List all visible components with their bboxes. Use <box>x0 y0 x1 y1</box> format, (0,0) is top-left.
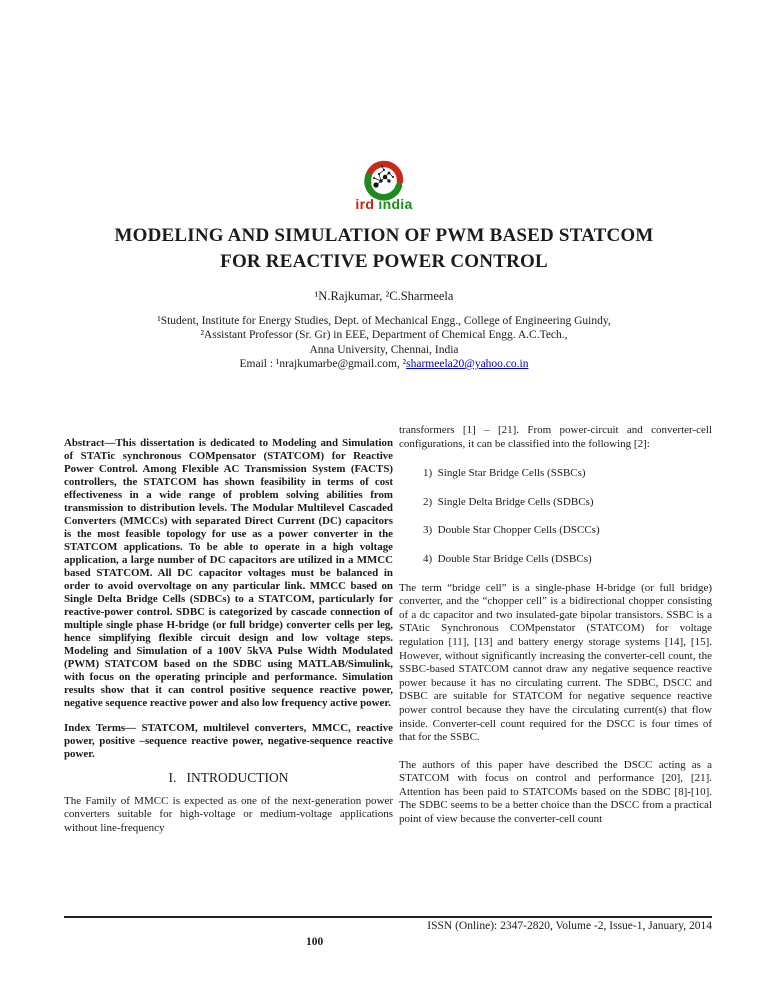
index-terms-paragraph: Index Terms— STATCOM, multilevel converters, MMCC, reactive power, positive –sequence reactive power, negative-sequence reactive power. <box>64 722 393 760</box>
email-prefix: Email : ¹nrajkumarbe@gmail.com, ² <box>239 357 407 370</box>
logo-text-ird: ird <box>355 196 375 212</box>
affiliation-line3: Anna University, Chennai, India <box>309 343 459 356</box>
list-item: 4) Double Star Bridge Cells (DSBCs) <box>423 552 592 565</box>
page-number: 100 <box>306 936 324 948</box>
bridge-cell-list <box>423 467 712 566</box>
affiliations-block <box>0 314 768 371</box>
email-line <box>0 357 768 371</box>
paper-title-line1: MODELING AND SIMULATION OF PWM BASED STATCOM <box>114 225 654 246</box>
paper-title-line2: FOR REACTIVE POWER CONTROL <box>220 251 548 272</box>
footer-issn-line: ISSN (Online): 2347-2820, Volume -2, Issue-1, January, 2014 <box>427 920 712 932</box>
email-hyperlink[interactable]: sharmeela20@yahoo.co.in <box>406 357 529 370</box>
list-item: 3) Double Star Chopper Cells (DSCCs) <box>423 524 600 537</box>
logo-red-swoosh <box>368 164 400 183</box>
logo-wordmark <box>0 197 768 212</box>
right-paragraph-2: The term “bridge cell” is a single-phase H-bridge (or full bridge) converter, and the “chopper cell” is a bidirectional chopper consisting of a dc capacitor and two insulated-gate bipolar transistors. SSBC is a STAtic Synchronous COMpenstator (STATCOM) for voltage regulation [11], [13] and battery energy storage systems [14], [15]. However, without significantly increasing the converter-cell count, the SSBC-based STATCOM cannot draw any negative sequence reactive power because it has no circulating current. The SDBC, DSCC and DSBC are suitable for STATCOM for negative sequence reactive power control because they have the circulating current(s) that flow inside. Converter-cell count required for the DSCC is four times of that for the SSBC. <box>399 581 712 744</box>
right-paragraph-1: transformers [1] – [21]. From power-circuit and converter-cell configurations, it can be classified into the following [2]: <box>399 424 712 450</box>
introduction-paragraph: The Family of MMCC is expected as one of the next-generation power converters suitable for high-voltage or medium-voltage applications without line-frequency <box>64 795 393 834</box>
logo-text-india: india <box>378 196 413 212</box>
authors-line: ¹N.Rajkumar, ²C.Sharmeela <box>314 289 454 303</box>
left-column <box>64 437 393 835</box>
right-paragraph-3: The authors of this paper have described the DSCC acting as a STATCOM with focus on control and performance [20], [21]. Attention has been paid to STATCOMs based on the SDBC [8]-[10]. The SDBC seems to be a better choice than the DSCC from a practical point of view because the converter-cell count <box>399 758 712 826</box>
introduction-heading: I. INTRODUCTION <box>168 770 289 785</box>
affiliation-line2: ²Assistant Professor (Sr. Gr) in EEE, Department of Chemical Engg. A.C.Tech., <box>200 329 568 342</box>
list-item: 2) Single Delta Bridge Cells (SDBCs) <box>423 495 594 508</box>
footer-divider <box>64 916 712 918</box>
affiliation-line1: ¹Student, Institute for Energy Studies, Dept. of Mechanical Engg., College of Engineering Guindy, <box>157 315 611 327</box>
abstract-paragraph: Abstract—This dissertation is dedicated to Modeling and Simulation of STATic synchronous COMpensator (STATCOM) for Reactive Power Control. Among Flexible AC Transmission System (FACTS) controllers, the STATCOM has shown feasibility in terms of cost effectiveness in a wide range of problem solving abilities from transmission to distribution levels. The Modular Multilevel Cascaded Converters (MMCCs) with separated Direct Current (DC) capacitors is the most feasible topology for use as a power converter in the STATCOM applications. To be able to operate in a high voltage application, a large number of DC capacitors are utilized in a MMCC based STATCOM. All DC capacitor voltages must be balanced in order to avoid overvoltage on any particular link. MMCC based on Single Delta Bridge Cells (SDBCs) to a STATCOM, particularly for reactive-power control. SDBC is categorized by cascade connection of multiple single phase H-bridge (or full bridge) converter cells per leg, hence simplifying flexible circuit design and low voltage steps. Modeling and Simulation of a 100V 5kVA Pulse Width Modulated (PWM) STATCOM based on the SDBC using MATLAB/Simulink, with focus on the operating principle and performance. Simulation results show that it can control positive sequence reactive power, negative sequence reactive power and also low frequency active power. <box>64 437 393 709</box>
paper-title <box>40 223 728 275</box>
ird-india-logo <box>0 157 768 212</box>
list-item: 1) Single Star Bridge Cells (SSBCs) <box>423 467 586 480</box>
right-column <box>399 424 712 827</box>
